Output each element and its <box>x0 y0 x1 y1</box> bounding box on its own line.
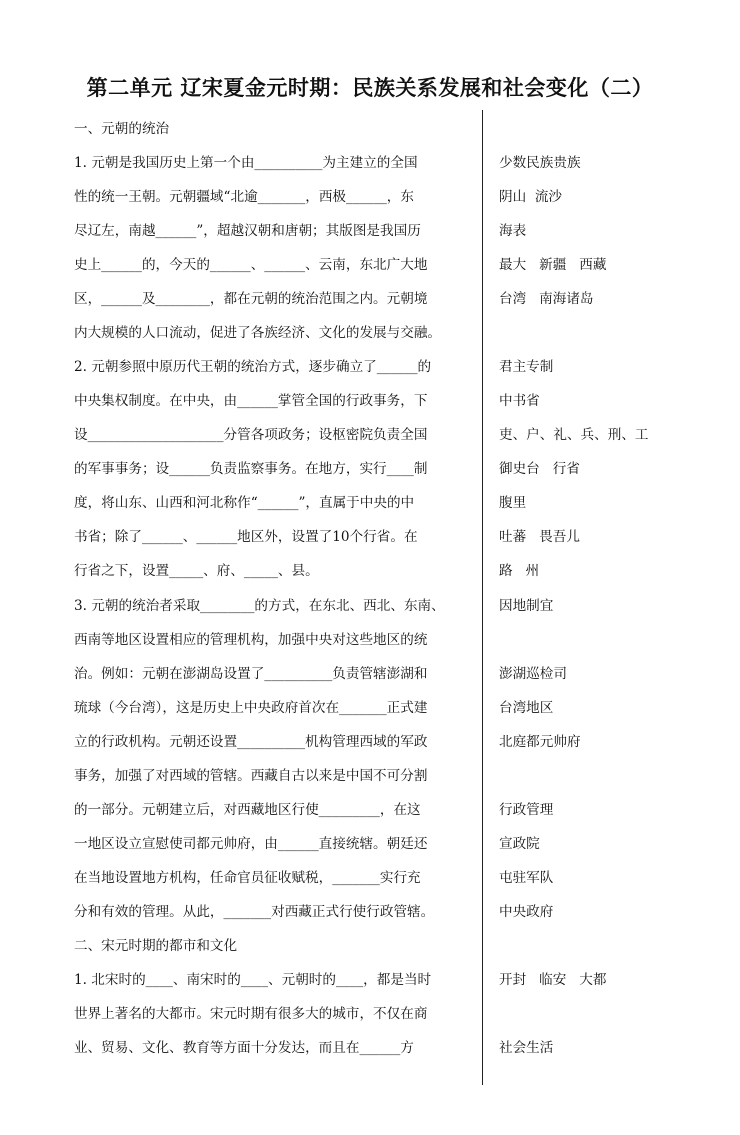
answer-item: 最大 新疆 西藏 <box>499 257 607 273</box>
answer-item: 宣政院 <box>499 836 540 852</box>
answer-item: 君主专制 <box>499 359 554 375</box>
answer-item: 行政管理 <box>499 802 554 818</box>
answer-item: 社会生活 <box>499 1040 554 1056</box>
text-line: 世界上著名的大都市。宋元时期有很多大的城市，不仅在商 <box>74 1006 428 1022</box>
text-line: 一地区设立宣慰使司都元帅府，由______直接统辖。朝廷还 <box>74 836 428 852</box>
text-line: 中央集权制度。在中央，由______掌管全国的行政事务，下 <box>74 393 428 409</box>
text-line: 治。例如：元朝在澎湖岛设置了__________负责管辖澎湖和 <box>74 666 428 682</box>
answer-item: 路 州 <box>499 563 540 579</box>
answer-item: 澎湖巡检司 <box>499 666 567 682</box>
text-line: 立的行政机构。元朝还设置__________机构管理西域的军政 <box>74 734 428 750</box>
answer-item: 因地制宜 <box>499 598 554 614</box>
text-line: 度，将山东、山西和河北称作“______”，直属于中央的中 <box>74 495 415 511</box>
text-line: 2. 元朝参照中原历代王朝的统治方式，逐步确立了______的 <box>74 359 432 375</box>
answer-item: 腹里 <box>499 495 527 511</box>
text-line: 尽辽左，南越______”，超越汉朝和唐朝；其版图是我国历 <box>74 223 421 239</box>
answer-item: 屯驻军队 <box>499 870 554 886</box>
text-line: 设____________________分管各项政务；设枢密院负责全国 <box>74 427 428 443</box>
text-line: 事务，加强了对西域的管辖。西藏自古以来是中国不可分割 <box>74 768 428 784</box>
text-line: 行省之下，设置_____、府、_____、县。 <box>74 563 319 579</box>
text-line: 1. 北宋时的____、南宋时的____、元朝时的____，都是当时 <box>74 972 432 988</box>
text-line: 区，______及________，都在元朝的统治范围之内。元朝境 <box>74 291 428 307</box>
text-line: 书省；除了______、______地区外，设置了10个行省。在 <box>74 529 418 545</box>
text-line: 内大规模的人口流动，促进了各族经济、文化的发展与交融。 <box>74 325 442 341</box>
answer-item: 台湾地区 <box>499 700 554 716</box>
answer-item: 吏、户、礼、兵、刑、工 <box>499 427 649 443</box>
page-title: 第二单元 辽宋夏金元时期：民族关系发展和社会变化（二） <box>86 76 654 100</box>
text-line: 分和有效的管理。从此，_______对西藏正式行使行政管辖。 <box>74 904 435 920</box>
column-divider <box>482 110 483 1085</box>
answer-item: 中央政府 <box>499 904 554 920</box>
text-line: 西南等地区设置相应的管理机构，加强中央对这些地区的统 <box>74 632 428 648</box>
text-line: 1. 元朝是我国历史上第一个由__________为主建立的全国 <box>74 155 418 171</box>
answer-item: 吐蕃 畏吾儿 <box>499 529 580 545</box>
answer-item: 阴山 流沙 <box>499 189 563 205</box>
answer-item: 海表 <box>499 223 527 239</box>
text-line: 在当地设置地方机构，任命官员征收赋税，_______实行充 <box>74 870 421 886</box>
text-line: 的一部分。元朝建立后，对西藏地区行使_________，在这 <box>74 802 421 818</box>
answer-item: 北庭都元帅府 <box>499 734 581 750</box>
text-line: 性的统一王朝。元朝疆域“北逾_______，西极______，东 <box>74 189 414 205</box>
answer-item: 开封 临安 大都 <box>499 972 607 988</box>
section-heading: 一、元朝的统治 <box>74 121 170 137</box>
answer-item: 御史台 行省 <box>499 461 580 477</box>
answer-item: 少数民族贵族 <box>499 155 581 171</box>
text-line: 史上______的，今天的______、______、云南，东北广大地 <box>74 257 428 273</box>
text-line: 业、贸易、文化、教育等方面十分发达，而且在______方 <box>74 1040 414 1056</box>
text-line: 3. 元朝的统治者采取________的方式，在东北、西北、东南、 <box>74 598 445 614</box>
answer-item: 台湾 南海诸岛 <box>499 291 594 307</box>
text-line: 的军事事务；设______负责监察事务。在地方，实行____制 <box>74 461 428 477</box>
section-heading: 二、宋元时期的都市和文化 <box>74 938 238 954</box>
text-line: 琉球（今台湾），这是历史上中央政府首次在_______正式建 <box>74 700 428 716</box>
answer-item: 中书省 <box>499 393 540 409</box>
